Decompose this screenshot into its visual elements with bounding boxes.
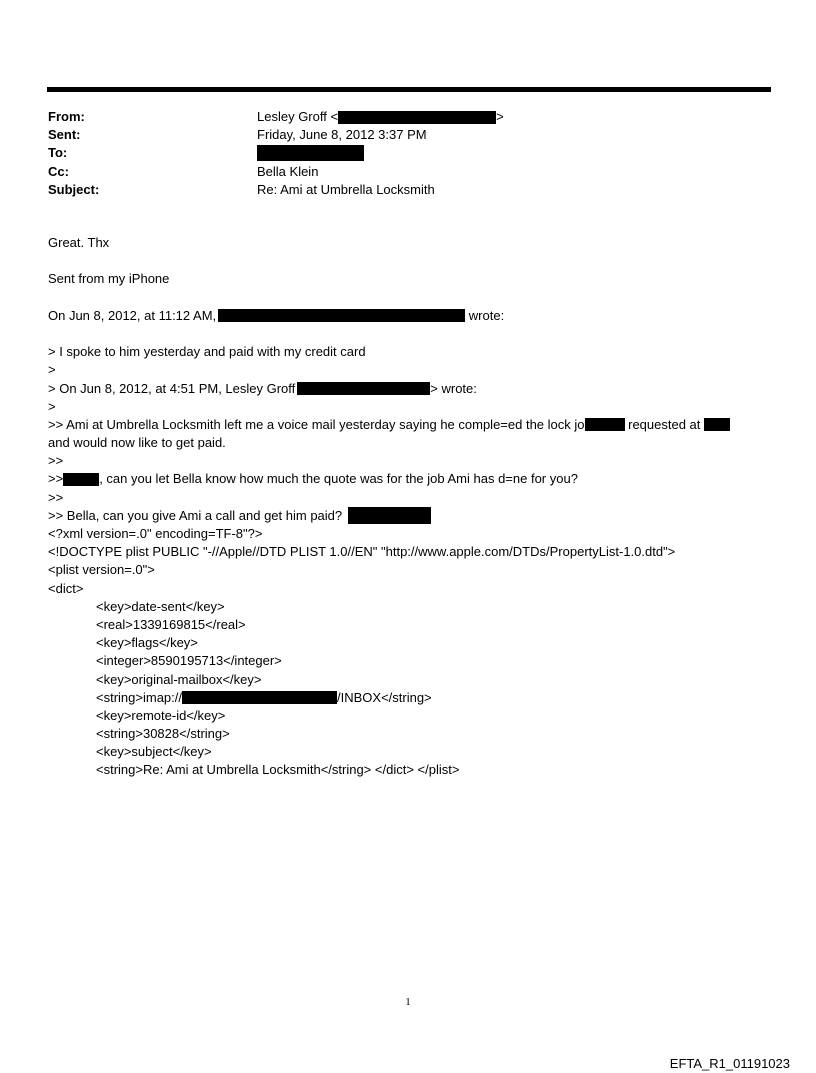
quoted-line: >> [48,453,64,469]
cc-row [48,163,768,181]
xml-line: <?xml version=.0" encoding=TF-8"?> [48,526,263,541]
sent-row [48,126,768,144]
page-number: 1 [405,996,411,1008]
redaction-box [585,418,625,431]
xml-line: <integer>8590195713</integer> [96,653,282,669]
xml-line: <string>Re: Ami at Umbrella Locksmith</string> </dict> </plist> [96,762,460,778]
xml-line: <key>remote-id</key> [96,707,226,723]
subject-label: Subject: [48,181,100,197]
body-line: Sent from my iPhone [48,271,170,287]
xml-line: <dict> [48,580,84,596]
quoted-line: >> , can you let Bella know how much the quote was for the job Ami has d=ne for you? [48,471,578,487]
quoted-line: > [48,362,56,378]
xml-line: <key>flags</key> [96,635,198,651]
redaction-box [704,418,730,431]
subject-row [48,181,768,199]
document-id: EFTA_R1_01191023 [669,1056,790,1071]
redaction-box [63,473,99,486]
redaction-box [297,382,430,395]
subject-value: Re: Ami at Umbrella Locksmith [257,181,435,197]
xml-line: <string>30828</string> [96,726,230,742]
redaction-box [257,145,364,161]
quoted-line: > On Jun 8, 2012, at 4:51 PM, Lesley Groff > wrote: [48,380,477,396]
quoted-line: >> Ami at Umbrella Locksmith left me a voice mail yesterday saying he comple=ed the lock jo requested at [48,416,768,434]
header-rule [47,87,771,92]
quote-attribution: On Jun 8, 2012, at 11:12 AM, wrote: [48,307,505,323]
email-header [48,108,768,199]
body-line: Great. Thx [48,235,110,250]
cc-value: Bella Klein [257,163,319,179]
cc-label: Cc: [48,163,69,179]
xml-line: <!DOCTYPE plist PUBLIC "-//Apple//DTD PLIST 1.0//EN" "http://www.apple.com/DTDs/PropertyList-1.0.dtd"> [48,544,676,560]
quoted-line: >> Bella, can you give Ami a call and get him paid? [48,507,768,525]
xml-line: <key>date-sent</key> [96,598,225,614]
quoted-line: and would now like to get paid. [48,435,226,451]
email-body [48,234,768,780]
quoted-line: > [48,398,56,414]
from-row: From: Lesley Groff < > [48,108,768,126]
redaction-box [182,691,337,704]
to-label: To: [48,145,68,161]
sent-label: Sent: [48,127,81,143]
redaction-box [218,309,465,322]
redaction-box [348,507,431,524]
quoted-line: >> [48,489,64,505]
from-name: Lesley Groff [257,109,327,124]
xml-line: <key>subject</key> [96,744,212,760]
xml-line: <real>1339169815</real> [96,616,246,632]
xml-line: <plist version=.0"> [48,562,155,578]
quoted-line: > I spoke to him yesterday and paid with my credit card [48,344,366,360]
from-label: From: [48,109,85,124]
xml-line: <key>original-mailbox</key> [96,671,262,687]
redaction-box [338,111,496,124]
sent-value: Friday, June 8, 2012 3:37 PM [257,127,427,143]
xml-line: <string>imap:// /INBOX</string> [96,689,432,705]
to-row [48,144,768,162]
